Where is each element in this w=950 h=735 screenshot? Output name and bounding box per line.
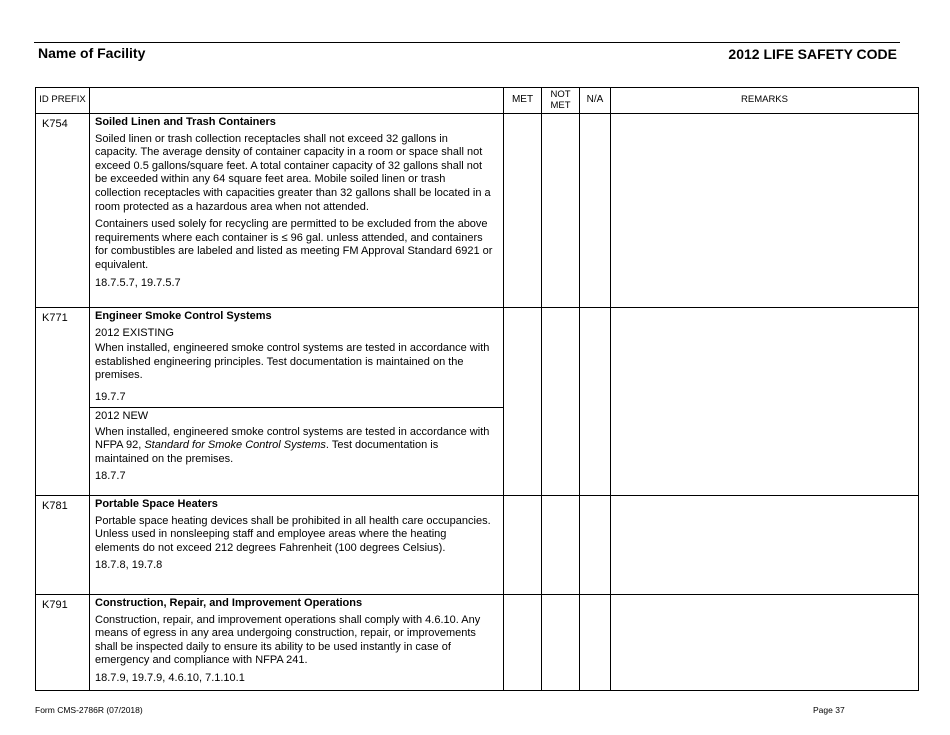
row-paragraph: When installed, engineered smoke control systems are tested in accordance with established engineering principles. Test documentation is maintained on the premises. [95,342,490,382]
row-paragraph: Construction, repair, and improvement operations shall comply with 4.6.10. Any means of egress in any area undergoing construction, repair, or improvements shall be inspected daily to ensure its ability to be used instantly in case of emergency and compliance with NFPA 241. [95,613,481,667]
na-cell[interactable] [580,308,611,496]
table-row [36,114,919,308]
col-na: N/A [580,88,611,114]
remarks-cell[interactable] [611,114,919,308]
facility-name-label: Name of Facility [38,45,146,61]
row-title: Construction, Repair, and Improvement Operations [95,597,363,609]
table-header-row [36,88,919,114]
na-cell[interactable] [580,496,611,595]
remarks-cell[interactable] [611,496,919,595]
new-text: . Test documentation is maintained on the premises. [95,439,439,465]
remarks-cell[interactable] [611,308,919,496]
standard-title: Standard for Smoke Control Systems [144,439,326,452]
row-paragraph: Soiled linen or trash collection receptacles shall not exceed 32 gallons in capacity. The average density of container capacity in a room or space shall not exceed 0.5 gallons/square feet. A total container capacity of 32 gallons shall not be exceeded within any 64 square feet area. Mobile soiled linen or trash collection receptacles with capacities greater than 32 gallons shall be located in a room protected as a hazardous area when not attended. [95,132,491,213]
existing-label: 2012 EXISTING [95,326,174,339]
row-reference: 18.7.8, 19.7.8 [95,559,163,572]
met-cell[interactable] [504,114,542,308]
na-cell[interactable] [580,595,611,691]
new-text: When installed, engineered smoke control systems are tested in accordance with NFPA 92, [95,425,490,452]
row-id: K781 [36,496,90,595]
table-row [36,595,919,691]
not-met-cell[interactable] [542,114,580,308]
row-id: K791 [36,595,90,691]
col-met: MET [504,88,542,114]
row-title: Portable Space Heaters [95,498,218,510]
new-label: 2012 NEW [95,410,149,422]
na-cell[interactable] [580,114,611,308]
row-description [90,114,504,308]
col-description [90,88,504,114]
row-paragraph [95,426,493,467]
row-paragraph: Containers used solely for recycling are permitted to be excluded from the above requirements where each container is ≤ 96 gal. unless attended, and containers for combustibles are labeled and listed as meeting FM Approval Standard 6921 or equivalent. [95,218,493,271]
row-reference: 19.7.7 [95,390,126,403]
not-met-cell[interactable] [542,595,580,691]
row-title: Engineer Smoke Control Systems [95,310,272,322]
page-number: Page 37 [813,705,845,715]
row-paragraph: Portable space heating devices shall be prohibited in all health care occupancies. Unless used in nonsleeping staff and employee areas where the heating elements do not exceed 212 degrees Fahrenheit (100 degrees Celsius). [95,514,491,554]
met-cell[interactable] [504,308,542,496]
met-cell[interactable] [504,496,542,595]
code-title: 2012 LIFE SAFETY CODE [728,46,897,62]
col-not-met: NOT MET [542,88,580,114]
new-section [95,408,493,484]
row-description [90,496,504,595]
header-rule [34,42,900,43]
row-description [90,308,504,496]
row-reference: 18.7.7 [95,470,126,483]
compliance-table [35,87,919,691]
row-id: K771 [36,308,90,496]
table-row [36,308,919,496]
row-reference: 18.7.9, 19.7.9, 4.6.10, 7.1.10.1 [95,671,245,684]
form-number: Form CMS-2786R (07/2018) [35,705,143,715]
row-description [90,595,504,691]
met-cell[interactable] [504,595,542,691]
not-met-cell[interactable] [542,496,580,595]
row-title: Soiled Linen and Trash Containers [95,116,276,128]
col-id-prefix: ID PREFIX [36,88,90,114]
col-remarks: REMARKS [611,88,919,114]
existing-section [90,310,503,408]
not-met-cell[interactable] [542,308,580,496]
row-id: K754 [36,114,90,308]
remarks-cell[interactable] [611,595,919,691]
row-reference: 18.7.5.7, 19.7.5.7 [95,276,181,289]
table-row [36,496,919,595]
